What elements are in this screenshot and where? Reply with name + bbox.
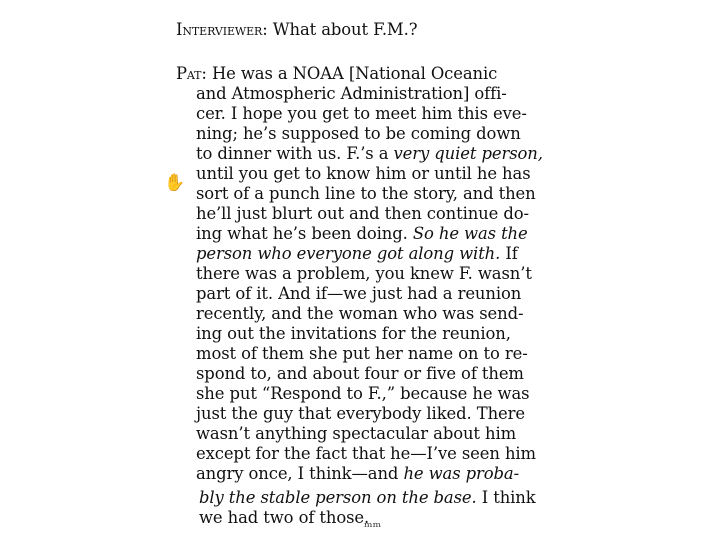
pat-text-9a: ing what he’s been doing.	[196, 224, 413, 243]
pat-line-9	[196, 224, 528, 244]
pat-line-17: she put “Respond to F.,” because he was	[196, 384, 530, 403]
pat-line-11: there was a problem, you knew F. wasn’t	[196, 264, 532, 283]
pat-text-21b: he was proba-	[403, 464, 520, 483]
pat-line-21	[196, 464, 520, 484]
pat-line-23: we had two of those.	[199, 508, 370, 527]
pat-line-6: until you get to know him or until he has	[196, 164, 531, 183]
pat-line-2: and Atmospheric Administration] offi-	[196, 84, 507, 103]
pat-label: Pat:	[176, 64, 207, 83]
pat-text-5b: very quiet person,	[393, 144, 543, 163]
pat-text-22a: bly the stable person on the base.	[199, 488, 477, 507]
pat-line-18: just the guy that everybody liked. There	[196, 404, 525, 423]
hand-cursor-icon: ✋	[164, 173, 186, 193]
pat-text-1: He was a NOAA [National Oceanic	[211, 64, 498, 83]
pat-line-5	[196, 144, 543, 164]
interviewer-line	[176, 20, 417, 40]
pat-line-16: spond to, and about four or five of them	[196, 364, 524, 383]
pat-text-10a: person who everyone got along with.	[196, 244, 501, 263]
pat-line-7: sort of a punch line to the story, and then	[196, 184, 536, 203]
pat-line-10	[196, 244, 518, 264]
pat-line-13: recently, and the woman who was send-	[196, 304, 524, 323]
pat-text-5a: to dinner with us. F.’s a	[196, 144, 394, 163]
pat-line-14: ing out the invitations for the reunion,	[196, 324, 511, 343]
pat-text-21a: angry once, I think—and	[196, 464, 404, 483]
pat-text-9b: So he was the	[412, 224, 528, 243]
pat-line-4: ning; he’s supposed to be coming down	[196, 124, 521, 143]
pat-line-8: he’ll just blurt out and then continue do-	[196, 204, 529, 223]
pat-text-10b: If	[500, 244, 518, 263]
interviewer-label: Interviewer:	[176, 20, 268, 39]
pat-line-12: part of it. And if—we just had a reunion	[196, 284, 522, 303]
scribble-mark: ₘₘ	[364, 515, 382, 531]
pat-line-1	[176, 64, 498, 84]
pat-line-15: most of them she put her name on to re-	[196, 344, 528, 363]
pat-line-22	[199, 488, 536, 508]
pat-line-3: cer. I hope you get to meet him this eve-	[196, 104, 527, 123]
pat-text-22b: I think	[476, 488, 536, 507]
pat-line-19: wasn’t anything spectacular about him	[196, 424, 517, 443]
interviewer-question: What about F.M.?	[272, 20, 418, 39]
pat-line-20: except for the fact that he—I’ve seen him	[196, 444, 536, 463]
